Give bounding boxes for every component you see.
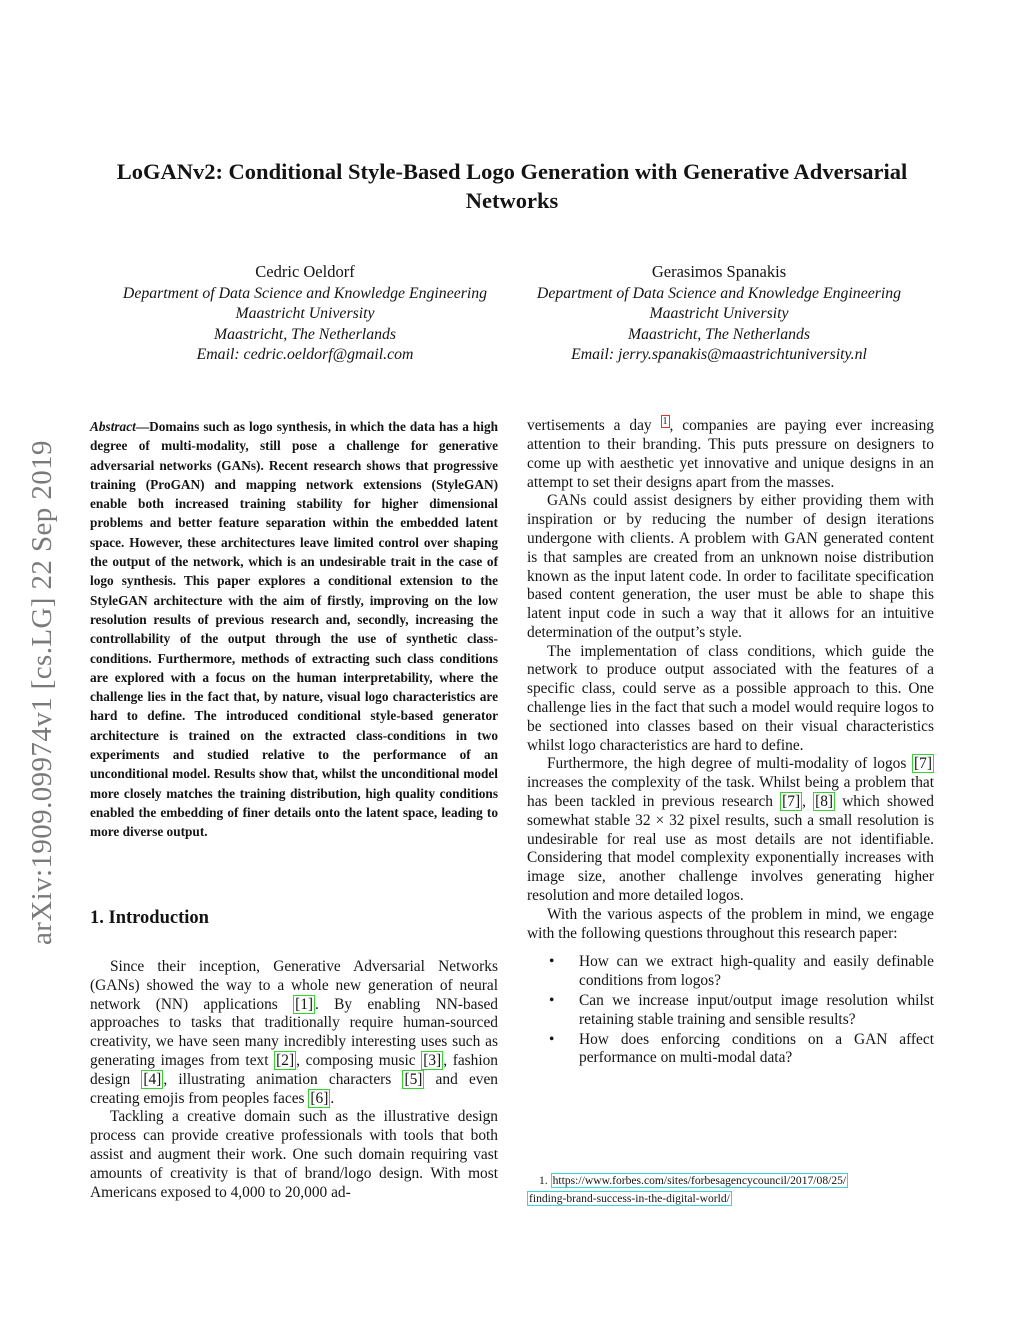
abstract <box>90 417 498 842</box>
text: increases the complexity of the task. Whilst being a problem that has been tackled in previous research <box>527 774 934 811</box>
text: , composing music <box>296 1051 422 1069</box>
author-name: Gerasimos Spanakis <box>651 262 787 281</box>
author-city: Maastricht, The Netherlands <box>627 325 811 343</box>
author-email: Email: jerry.spanakis@maastrichtuniversity.nl <box>571 346 867 363</box>
bullet-icon: • <box>549 992 555 1010</box>
bullet-icon: • <box>549 953 555 971</box>
text: . By enabling NN-based approaches to tasks that traditionally require human-sourced creativity, we have seen many incredibly interesting uses such as generating images from text <box>90 995 498 1069</box>
author-department: Department of Data Science and Knowledge Engineering <box>536 284 902 302</box>
text: . <box>330 1089 335 1107</box>
list-item-text: How does enforcing conditions on a GAN affect performance on multi-modal data? <box>579 1030 934 1067</box>
footnote-link[interactable]: 1 <box>662 416 668 427</box>
footnote-line <box>527 1190 937 1208</box>
list-item-text: Can we increase input/output image resolution whilst retaining stable training and sensible results? <box>579 992 934 1028</box>
list-item-text: How can we extract high-quality and easily definable conditions from logos? <box>579 953 934 990</box>
list-item <box>527 992 934 1030</box>
citation-link[interactable]: [5] <box>404 1070 423 1088</box>
footnote-line <box>527 1172 937 1190</box>
paragraph <box>527 755 934 905</box>
citation-link[interactable]: [7] <box>782 793 801 811</box>
paragraph: The implementation of class conditions, which guide the network to produce output associated with the features of a specific class, could serve as a possible approach to this. One challenge lies in the fact that such a model would require logos to be sectioned into classes based on their visual characteristics whilst logo characteristics are hard to define. <box>527 642 934 754</box>
text: Furthermore, the high degree of multi-modality of logos <box>547 755 913 773</box>
citation-link[interactable]: [1] <box>295 995 314 1013</box>
citation-link[interactable]: [4] <box>143 1070 162 1088</box>
abstract-text: —Domains such as logo synthesis, in which the data has a high degree of multi-modality, still pose a challenge for generative adversarial networks (GANs). Recent research shows that progressive training (ProGAN) and mapping network extensions (StyleGAN) enable both increased training stability for higher dimensional problems and better feature separation within the embedded latent space. However, these architectures leave limited control over shaping the output of the network, which is an undesirable trait in the case of logo synthesis. This paper explores a conditional extension to the StyleGAN architecture with the aim of firstly, improving on the low resolution results of previous research and, secondly, increasing the controllability of the output through the use of synthetic class-conditions. Furthermore, methods of extracting such class conditions are explored with a focus on the human interpretability, where the challenge lies in the fact that, by nature, visual logo characteristics are hard to define. The introduced conditional style-based generator architecture is trained on the extracted class-conditions in two experiments and studied relative to the performance of an unconditional model. Results show that, whilst the unconditional model more closely matches the training distribution, high quality conditions enabled the embedding of finer details onto the latent space, leading to more diverse output. <box>90 419 498 840</box>
citation-link[interactable]: [8] <box>815 793 834 811</box>
paper-title: LoGANv2: Conditional Style-Based Logo Generation with Generative Adversarial Networks <box>116 159 908 213</box>
text: , fashion design <box>90 1051 498 1088</box>
author-university: Maastricht University <box>235 305 375 322</box>
list-item <box>527 1031 934 1069</box>
citation-link[interactable]: [2] <box>276 1051 295 1069</box>
footnote <box>527 1172 937 1208</box>
author-name: Cedric Oeldorf <box>255 262 355 281</box>
text: , illustrating animation characters <box>163 1070 403 1088</box>
author-city: Maastricht, The Netherlands <box>213 325 397 343</box>
author-department: Department of Data Science and Knowledge Engineering <box>122 284 488 302</box>
author-block-1 <box>70 262 540 366</box>
text: which showed somewhat stable 32 × 32 pixel results, such a small resolution is undesirable for real use as most details are not identifiable. Considering that model complexity exponentially increases with image size, another challenge involves generating higher resolution and more detailed logos. <box>527 793 934 905</box>
paragraph: With the various aspects of the problem in mind, we engage with the following questions throughout this research paper: <box>527 905 934 942</box>
text: , <box>802 793 814 811</box>
text: vertisements a day <box>527 417 661 435</box>
author-email: Email: cedric.oeldorf@gmail.com <box>196 346 414 363</box>
citation-link[interactable]: [6] <box>310 1089 329 1107</box>
citation-link[interactable]: [3] <box>423 1051 442 1069</box>
paragraph <box>90 958 498 1108</box>
paragraph <box>527 417 934 492</box>
citation-link[interactable]: [7] <box>914 755 932 773</box>
footnote-number: 1. <box>539 1174 548 1187</box>
bullet-icon: • <box>549 1030 555 1048</box>
text: and even creating emojis from peoples faces <box>90 1070 498 1107</box>
text: , companies are paying ever increasing attention to their branding. This puts pressure on designers to come up with aesthetic yet innovative and unique designs in an attempt to set their designs apart from the masses. <box>527 417 934 491</box>
text: Since their inception, Generative Adversarial Networks (GANs) showed the way to a whole new generation of neural network (NN) applications <box>90 958 498 1013</box>
footnote-url-link[interactable]: finding-brand-success-in-the-digital-world/ <box>529 1192 730 1205</box>
abstract-label: Abstract <box>90 419 136 434</box>
section-heading: 1. Introduction <box>90 908 209 928</box>
right-column <box>527 417 934 1069</box>
list-item <box>527 953 934 991</box>
arxiv-watermark: arXiv:1909.09974v1 [cs.LG] 22 Sep 2019 <box>26 440 58 945</box>
footnote-url-link[interactable]: https://www.forbes.com/sites/forbesagencycouncil/2017/08/25/ <box>552 1174 847 1187</box>
author-university: Maastricht University <box>649 305 789 322</box>
paragraph: GANs could assist designers by either providing them with inspiration or by reducing the number of design iterations undergone with clients. A problem with GAN generated content is that samples are created from an unknown noise distribution known as the input latent code. In order to facilitate specification based content generation, the user must be able to shape this latent input code in such a way that it allows for an intuitive determination of the output’s style. <box>527 492 934 641</box>
left-column <box>90 958 498 1202</box>
paragraph: Tackling a creative domain such as the illustrative design process can provide creative professionals with tools that both assist and augment their work. One such domain requiring vast amounts of creativity is that of brand/logo design. With most Americans exposed to 4,000 to 20,000 ad- <box>90 1108 498 1201</box>
research-questions-list <box>527 953 934 1068</box>
author-block-2 <box>484 262 954 366</box>
